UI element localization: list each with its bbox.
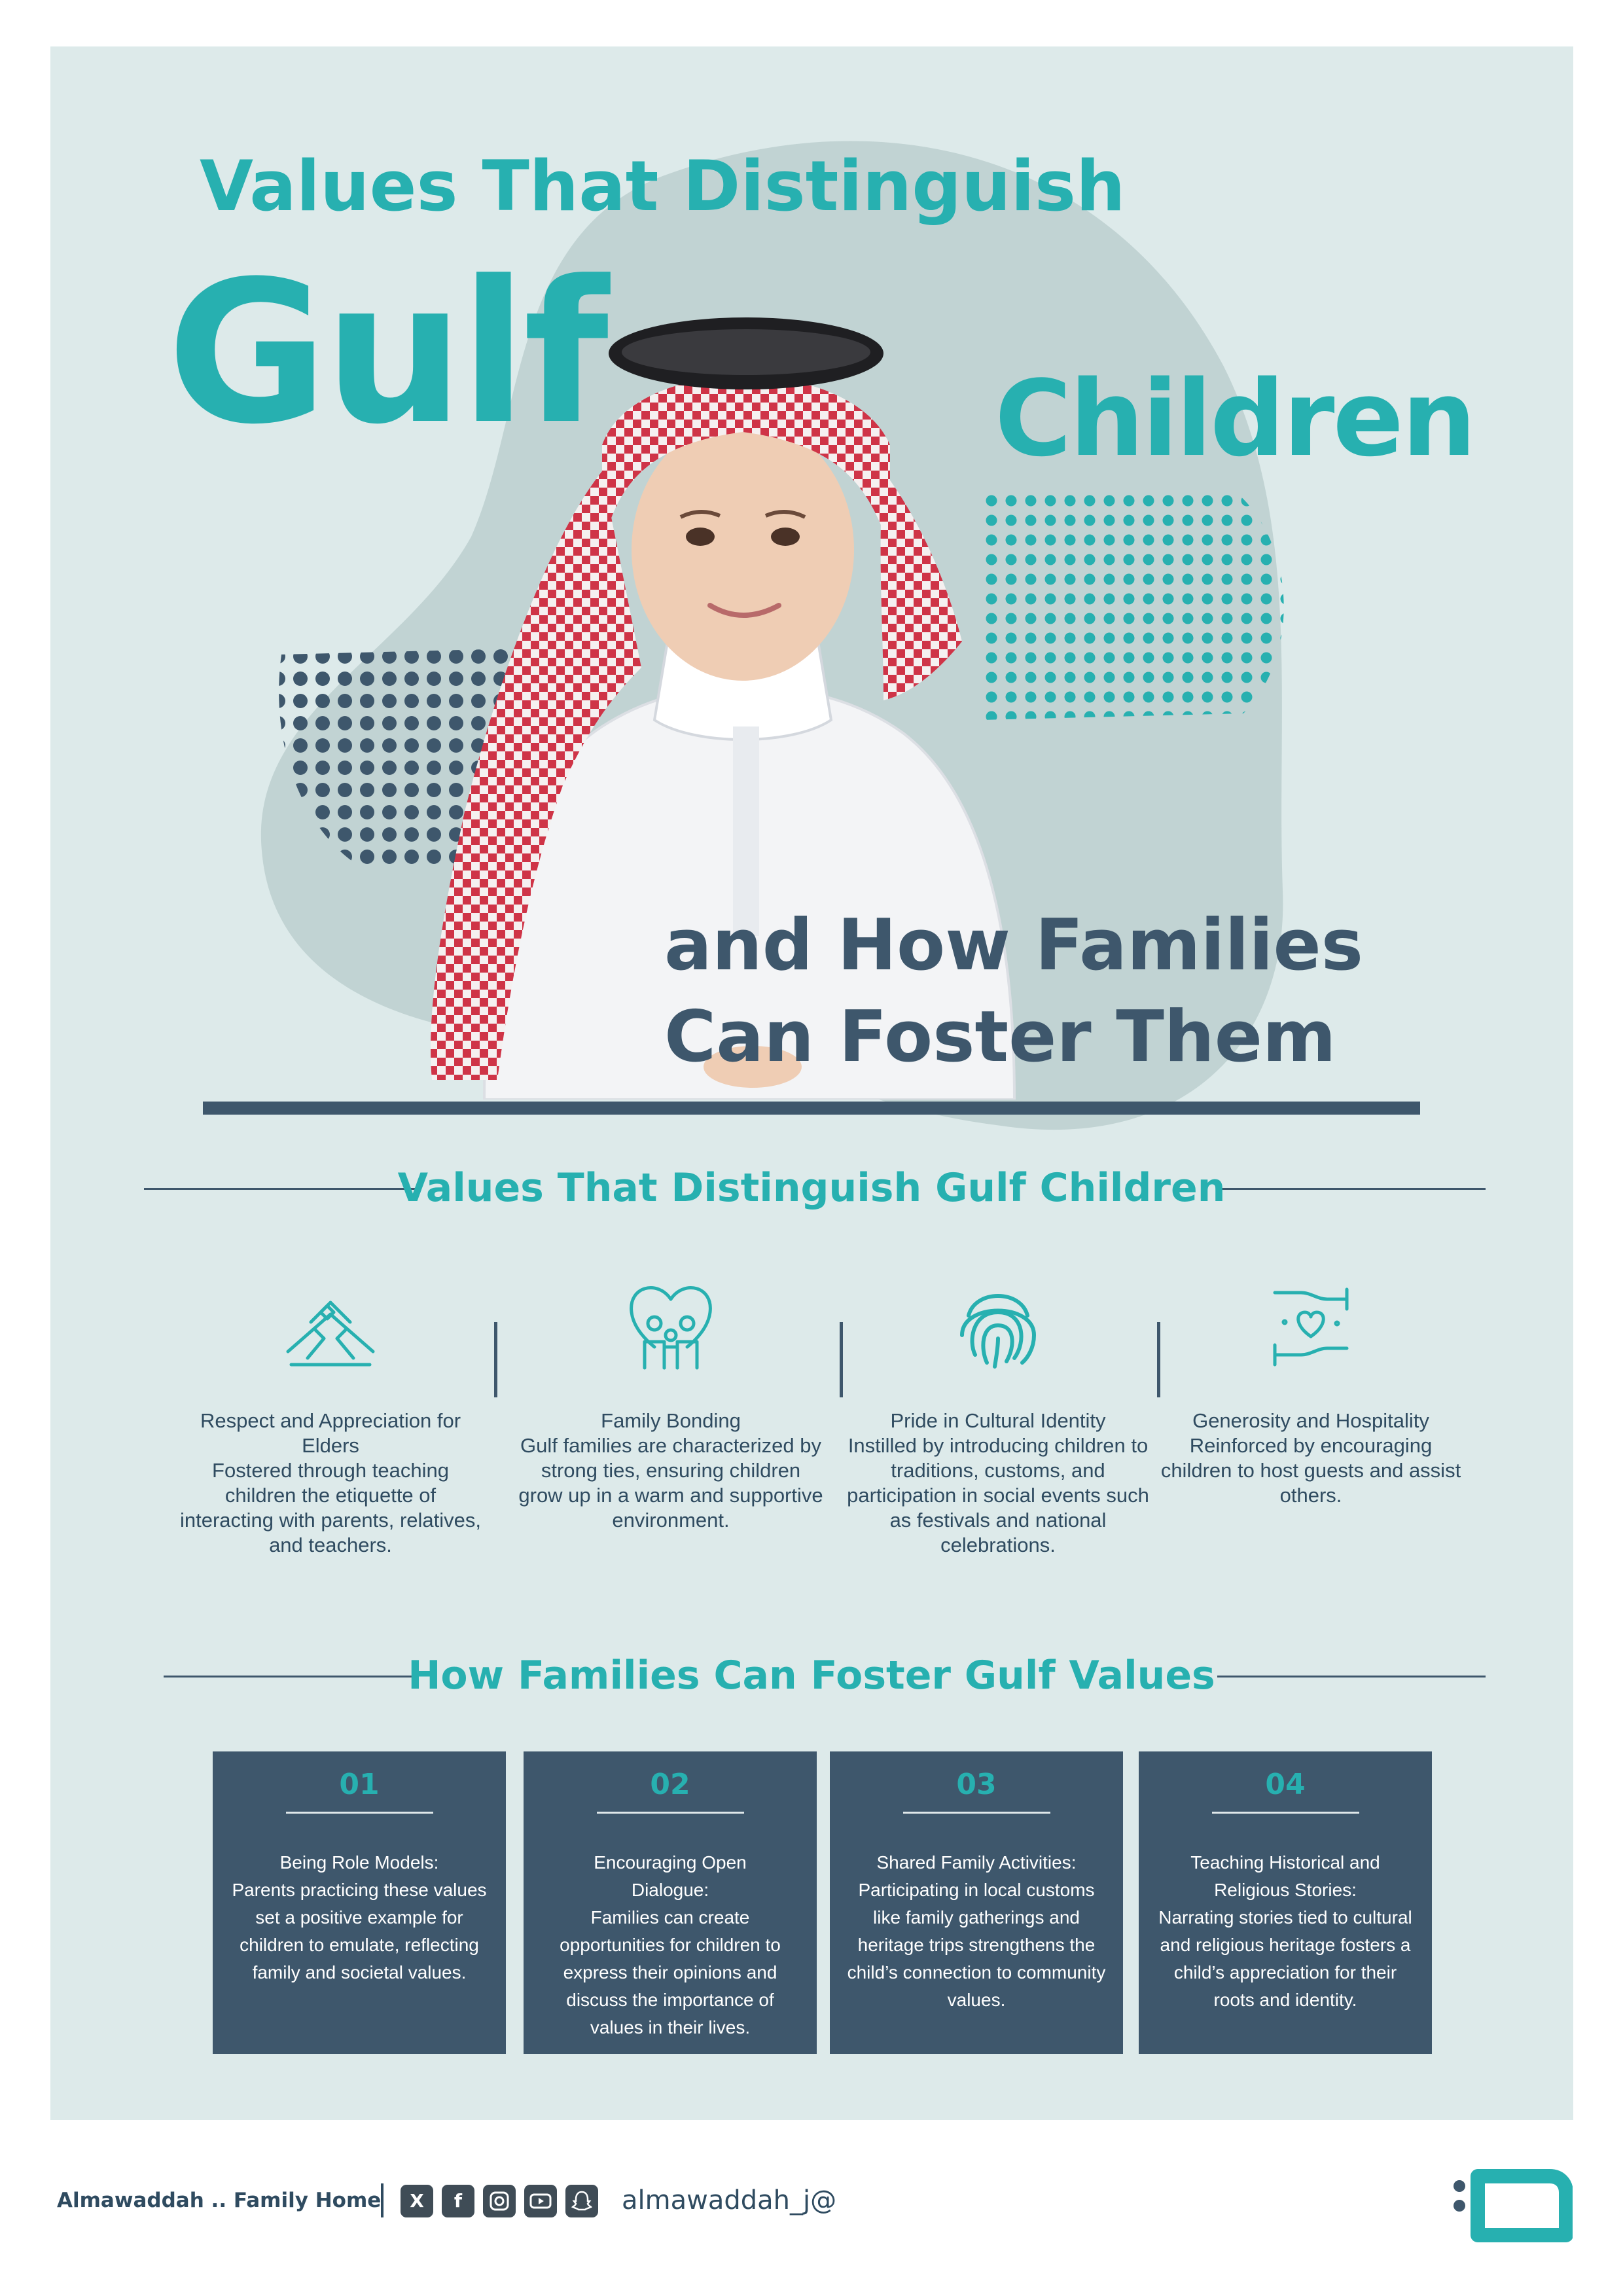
value-description: Fostered through teaching children the etiquette of interacting with parents, relatives, and teachers. xyxy=(179,1459,482,1556)
value-title: Generosity and Hospitality xyxy=(1192,1409,1429,1432)
card-title: Encouraging Open Dialogue: xyxy=(594,1852,747,1900)
fingerprint-icon xyxy=(942,1276,1054,1374)
foster-card-1 xyxy=(213,1751,506,2054)
card-description: Parents practicing these values set a positive example for children to emulate, reflecting family and societal values. xyxy=(232,1880,487,1982)
ghutra-right xyxy=(881,471,962,700)
foster-card-2 xyxy=(524,1751,817,2054)
x-icon[interactable]: X xyxy=(401,2185,433,2217)
footer-brand: Almawaddah .. Family Home xyxy=(57,2189,382,2212)
card-description: Families can create opportunities for children to express their opinions and discuss the importance of values in their lives. xyxy=(560,1907,781,2037)
snapchat-icon[interactable] xyxy=(565,2185,598,2217)
social-handle[interactable]: almawaddah_j@ xyxy=(622,2185,837,2215)
card-number: 01 xyxy=(339,1768,380,1801)
card-number-underline xyxy=(903,1812,1050,1814)
hero-divider xyxy=(203,1102,1420,1115)
value-item-family xyxy=(517,1276,825,1533)
card-number-underline xyxy=(1212,1812,1359,1814)
value-item-respect xyxy=(177,1276,484,1558)
card-title: Being Role Models: xyxy=(279,1852,439,1873)
card-number-underline xyxy=(286,1812,433,1814)
hero-title-line-2: Gulf xyxy=(167,239,605,467)
value-description: Gulf families are characterized by strong ties, ensuring children grow up in a warm and supportive environment. xyxy=(518,1434,823,1532)
card-description: Narrating stories tied to cultural and religious heritage fosters a child’s appreciation for their roots and identity. xyxy=(1158,1907,1412,2010)
value-title: Family Bonding xyxy=(601,1409,741,1432)
almawaddah-logo-icon xyxy=(1452,2166,1573,2245)
card-number-underline xyxy=(597,1812,744,1814)
card-description: Participating in local customs like family gatherings and heritage trips strengthens the child’s connection to community values. xyxy=(847,1880,1106,2010)
foster-section-header xyxy=(137,1649,1486,1702)
value-item-identity xyxy=(844,1276,1152,1558)
facebook-icon[interactable]: f xyxy=(442,2185,474,2217)
footer-separator xyxy=(381,2183,383,2217)
values-section-title: Values That Distinguish Gulf Children xyxy=(397,1165,1226,1211)
handshake-icon xyxy=(275,1276,386,1374)
value-divider xyxy=(840,1322,843,1397)
foster-section-title: How Families Can Foster Gulf Values xyxy=(408,1653,1215,1698)
card-title: Teaching Historical and Religious Stories: xyxy=(1190,1852,1380,1900)
card-number: 03 xyxy=(956,1768,997,1801)
value-title: Pride in Cultural Identity xyxy=(890,1409,1106,1432)
hero-title-line-1: Values That Distinguish xyxy=(200,146,1126,226)
hero-title-line-3: Children xyxy=(995,357,1474,480)
foster-card-4 xyxy=(1139,1751,1432,2054)
card-number: 02 xyxy=(650,1768,690,1801)
foster-card-3 xyxy=(830,1751,1123,2054)
card-title: Shared Family Activities: xyxy=(876,1852,1077,1873)
value-description: Reinforced by encouraging children to host guests and assist others. xyxy=(1160,1434,1461,1507)
youtube-icon[interactable] xyxy=(524,2185,557,2217)
value-item-generosity xyxy=(1157,1276,1465,1508)
card-number: 04 xyxy=(1265,1768,1306,1801)
instagram-icon[interactable] xyxy=(483,2185,516,2217)
hands-heart-icon xyxy=(1255,1276,1366,1374)
family-heart-icon xyxy=(615,1276,726,1374)
face xyxy=(632,419,854,681)
values-section-header xyxy=(137,1162,1486,1214)
hero-subtitle: and How Families Can Foster Them xyxy=(664,905,1364,1078)
value-description: Instilled by introducing children to traditions, customs, and participation in social events such as festivals and national celebrations. xyxy=(847,1434,1149,1556)
value-divider xyxy=(494,1322,497,1397)
value-title: Respect and Appreciation for Elders xyxy=(200,1409,461,1457)
